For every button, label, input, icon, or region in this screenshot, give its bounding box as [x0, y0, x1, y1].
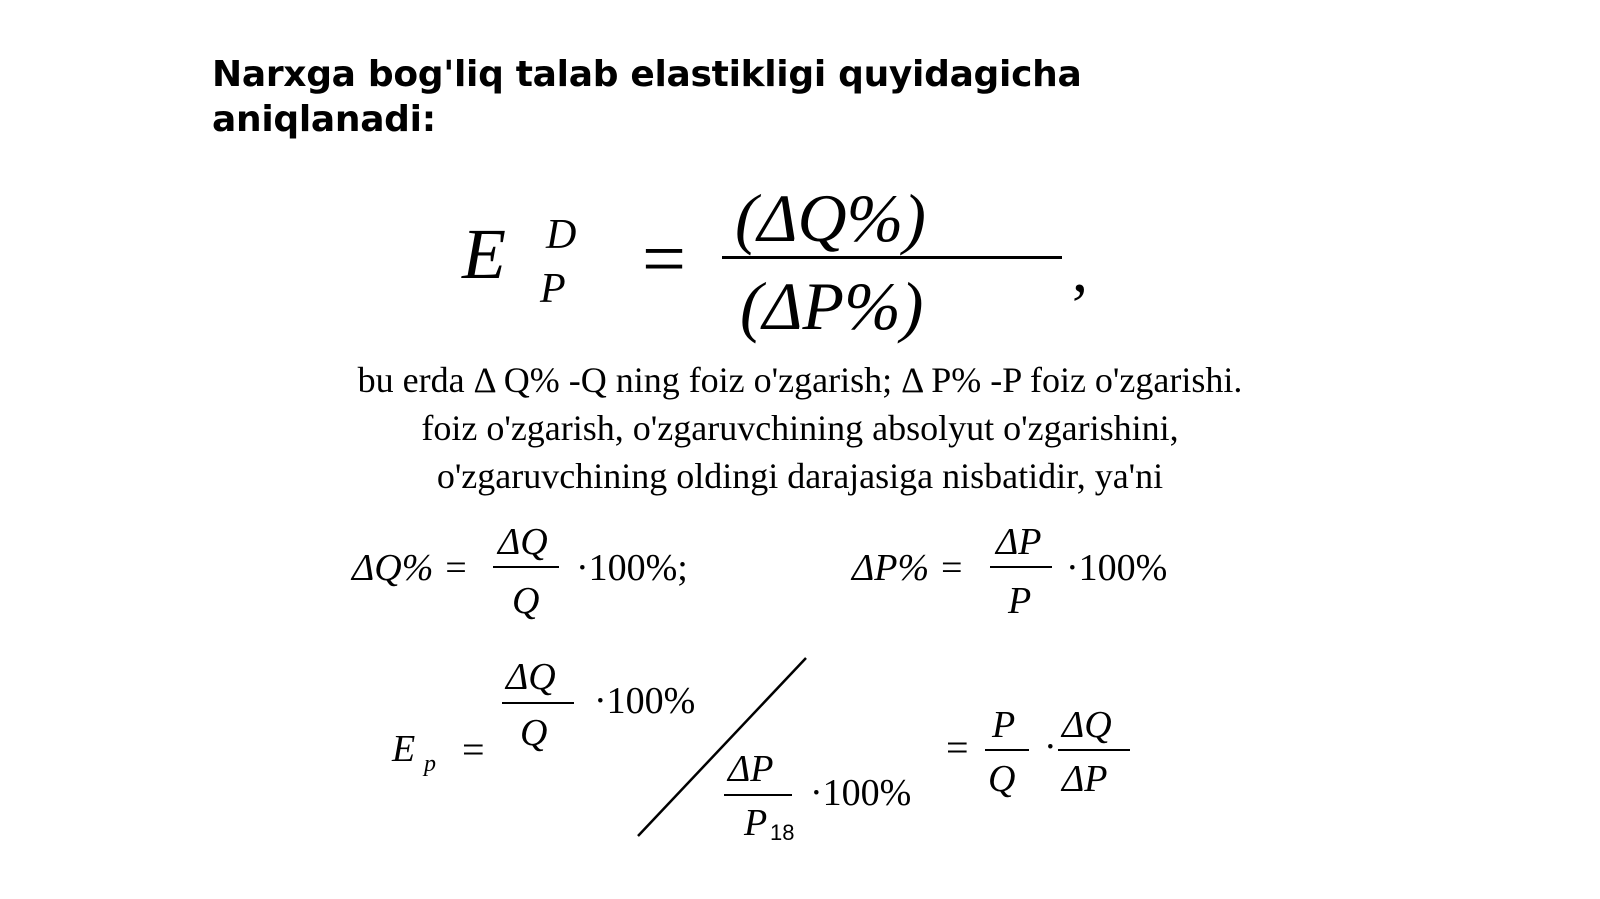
formula-e-lhs-sub: p — [424, 751, 436, 777]
formula-e-top-rhs: ·100% — [594, 680, 696, 722]
formula-e-equals: = — [462, 727, 485, 772]
formula-q-denominator: Q — [512, 580, 540, 622]
main-formula-comma: , — [1072, 234, 1088, 305]
main-formula-lhs-sub: P — [540, 266, 566, 312]
slide-title-line-1: Narxga bog'liq talab elastikligi quyidagicha — [212, 54, 1082, 95]
formula-p-lhs: ΔP% = — [852, 547, 965, 589]
formula-e-bottom-rhs: ·100% — [810, 772, 912, 814]
slide-title-line-2: aniqlanadi: — [212, 99, 436, 140]
formula-e-top-denominator: Q — [520, 712, 548, 754]
formula-p-numerator: ΔP — [996, 521, 1042, 563]
main-formula-lhs-sup: D — [546, 212, 577, 258]
main-formula-lhs-base: E — [462, 214, 506, 294]
formula-e-result-f1-fraction-bar — [985, 749, 1029, 751]
formula-e-bottom-denominator: P — [744, 802, 768, 844]
explanation-line-3: o'zgaruvchining oldingi darajasiga nisbatidir, ya'ni — [436, 456, 1164, 496]
formula-q-rhs: ·100%; — [576, 547, 688, 589]
formula-e-result-equals: = — [946, 725, 969, 770]
formula-e-result-f1-numerator: P — [992, 704, 1016, 746]
main-formula-equals: = — [642, 215, 686, 302]
formula-e-result-f1-denominator: Q — [988, 758, 1016, 800]
formula-e-result-f2-fraction-bar — [1058, 749, 1130, 751]
page-number: 18 — [770, 820, 795, 845]
formula-e-lhs-base: E — [392, 728, 416, 770]
main-formula-numerator: (ΔQ%) — [735, 180, 926, 256]
explanation-line-2: foiz o'zgarish, o'zgaruvchining absolyut o'zgarishini, — [421, 408, 1179, 448]
formula-q-lhs: ΔQ% = — [352, 547, 469, 589]
formula-e-bottom-fraction-bar — [724, 794, 792, 796]
formula-e-result-f2-denominator: ΔP — [1062, 758, 1108, 800]
explanation-line-1: bu erda Δ Q% -Q ning foiz o'zgarish; Δ P% -P foiz o'zgarishi. — [357, 360, 1243, 400]
formula-e-result-dot: · — [1044, 726, 1057, 768]
formula-e-bottom-numerator: ΔP — [728, 748, 774, 790]
formula-q-numerator: ΔQ — [498, 521, 548, 563]
formula-p-rhs: ·100% — [1066, 547, 1168, 589]
formula-e-result-f2-numerator: ΔQ — [1062, 704, 1112, 746]
formula-e-top-numerator: ΔQ — [506, 656, 556, 698]
main-formula-denominator: (ΔP%) — [740, 268, 924, 344]
formula-p-denominator: P — [1008, 580, 1032, 622]
